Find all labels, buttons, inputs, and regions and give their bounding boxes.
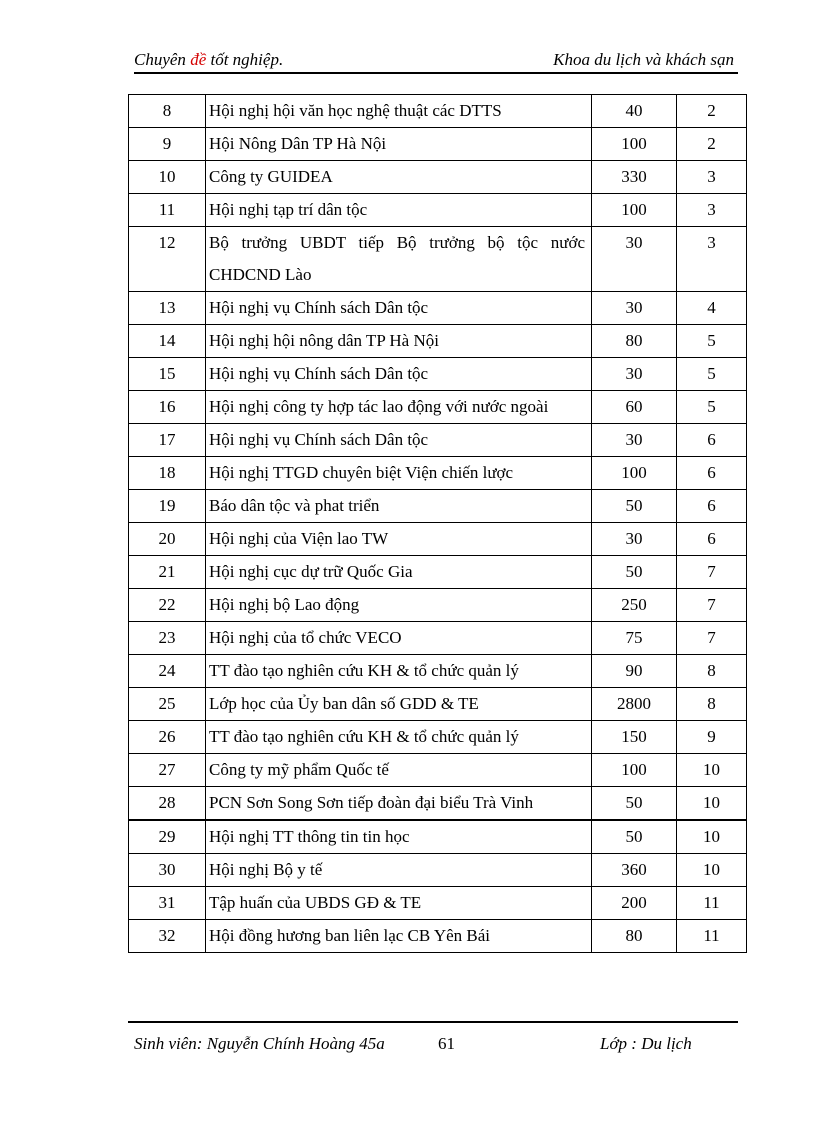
row-number: 25: [129, 688, 206, 721]
row-time: 6: [677, 457, 747, 490]
row-quantity: 80: [592, 325, 677, 358]
header-text-part: tốt nghiệp.: [206, 50, 284, 69]
row-time: 6: [677, 490, 747, 523]
row-quantity: 75: [592, 622, 677, 655]
table-row: [129, 754, 747, 787]
row-number: 14: [129, 325, 206, 358]
row-quantity: 330: [592, 161, 677, 194]
row-quantity: 80: [592, 920, 677, 953]
footer-class: Lớp : Du lịch: [600, 1034, 692, 1053]
row-time: 10: [677, 754, 747, 787]
row-number: 29: [129, 820, 206, 854]
row-event-name: Hội nghị cục dự trữ Quốc Gia: [206, 556, 592, 589]
table-row: [129, 128, 747, 161]
header-faculty: Khoa du lịch và khách sạn: [553, 50, 734, 69]
table-row: [129, 523, 747, 556]
row-time: 4: [677, 292, 747, 325]
row-event-name: Hội đồng hương ban liên lạc CB Yên Bái: [206, 920, 592, 953]
row-time: 3: [677, 194, 747, 227]
table-row: [129, 787, 747, 821]
row-event-name: Hội nghị Bộ y tế: [206, 854, 592, 887]
row-event-name: Công ty GUIDEA: [206, 161, 592, 194]
row-event-name: Hội nghị vụ Chính sách Dân tộc: [206, 424, 592, 457]
row-event-name: Hội nghị hội văn học nghệ thuật các DTTS: [206, 95, 592, 128]
row-number: 11: [129, 194, 206, 227]
page-number: 61: [438, 1034, 455, 1053]
row-number: 20: [129, 523, 206, 556]
row-event-name: Tập huấn của UBDS GĐ & TE: [206, 887, 592, 920]
row-event-name: Hội nghị hội nông dân TP Hà Nội: [206, 325, 592, 358]
row-event-name: Hội nghị của Viện lao TW: [206, 523, 592, 556]
page-header: [134, 48, 738, 74]
row-time: 7: [677, 589, 747, 622]
row-event-name: PCN Sơn Song Sơn tiếp đoàn đại biểu Trà Vinh: [206, 787, 592, 821]
row-number: 26: [129, 721, 206, 754]
row-number: 19: [129, 490, 206, 523]
row-quantity: 150: [592, 721, 677, 754]
table-row: [129, 292, 747, 325]
row-number: 24: [129, 655, 206, 688]
row-number: 9: [129, 128, 206, 161]
row-event-name: Hội nghị TT thông tin tin học: [206, 820, 592, 854]
table-row: [129, 655, 747, 688]
row-quantity: 100: [592, 194, 677, 227]
row-quantity: 100: [592, 128, 677, 161]
footer-student: Sinh viên: Nguyễn Chính Hoàng 45a: [134, 1034, 385, 1053]
row-number: 16: [129, 391, 206, 424]
row-quantity: 200: [592, 887, 677, 920]
row-quantity: 50: [592, 820, 677, 854]
row-event-name: Hội nghị tạp trí dân tộc: [206, 194, 592, 227]
row-number: 13: [129, 292, 206, 325]
row-event-name: Hội Nông Dân TP Hà Nội: [206, 128, 592, 161]
row-quantity: 90: [592, 655, 677, 688]
row-event-name: Công ty mỹ phẩm Quốc tế: [206, 754, 592, 787]
row-quantity: 30: [592, 227, 677, 292]
row-quantity: 50: [592, 490, 677, 523]
row-number: 23: [129, 622, 206, 655]
row-number: 8: [129, 95, 206, 128]
row-event-name: Hội nghị công ty hợp tác lao động với nước ngoài: [206, 391, 592, 424]
row-event-name: Lớp học của Ủy ban dân số GDD & TE: [206, 688, 592, 721]
row-time: 7: [677, 556, 747, 589]
table-row: [129, 161, 747, 194]
row-quantity: 30: [592, 523, 677, 556]
table-row: [129, 227, 747, 292]
row-time: 8: [677, 688, 747, 721]
row-time: 10: [677, 854, 747, 887]
row-time: 6: [677, 523, 747, 556]
row-time: 9: [677, 721, 747, 754]
row-quantity: 2800: [592, 688, 677, 721]
footer-divider: [128, 1021, 738, 1023]
row-number: 21: [129, 556, 206, 589]
table-row: [129, 95, 747, 128]
row-number: 12: [129, 227, 206, 292]
row-event-name: Hội nghị của tổ chức VECO: [206, 622, 592, 655]
row-number: 15: [129, 358, 206, 391]
row-time: 10: [677, 820, 747, 854]
row-time: 2: [677, 128, 747, 161]
row-quantity: 30: [592, 358, 677, 391]
table-row: [129, 358, 747, 391]
row-time: 5: [677, 391, 747, 424]
table-row: [129, 688, 747, 721]
row-number: 22: [129, 589, 206, 622]
row-time: 7: [677, 622, 747, 655]
row-quantity: 60: [592, 391, 677, 424]
row-time: 5: [677, 358, 747, 391]
row-quantity: 100: [592, 457, 677, 490]
row-number: 30: [129, 854, 206, 887]
table-row: [129, 457, 747, 490]
row-time: 3: [677, 161, 747, 194]
row-number: 10: [129, 161, 206, 194]
row-time: 11: [677, 887, 747, 920]
table-row: [129, 589, 747, 622]
row-number: 27: [129, 754, 206, 787]
row-quantity: 30: [592, 424, 677, 457]
row-time: 5: [677, 325, 747, 358]
table-row: [129, 622, 747, 655]
row-event-name: TT đào tạo nghiên cứu KH & tổ chức quản lý: [206, 721, 592, 754]
row-time: 2: [677, 95, 747, 128]
row-event-name: Hội nghị vụ Chính sách Dân tộc: [206, 358, 592, 391]
events-table: [128, 94, 747, 953]
row-event-name: Hội nghị bộ Lao động: [206, 589, 592, 622]
header-title: [134, 50, 283, 70]
row-quantity: 250: [592, 589, 677, 622]
table-row: [129, 854, 747, 887]
row-event-name: Hội nghị vụ Chính sách Dân tộc: [206, 292, 592, 325]
row-event-name: TT đào tạo nghiên cứu KH & tổ chức quản lý: [206, 655, 592, 688]
table-row: [129, 194, 747, 227]
row-number: 31: [129, 887, 206, 920]
row-quantity: 360: [592, 854, 677, 887]
header-text-part: Chuyên: [134, 50, 191, 69]
row-event-name: Bộ trưởng UBDT tiếp Bộ trưởng bộ tộc nước CHDCND Lào: [206, 227, 592, 292]
table-row: [129, 920, 747, 953]
header-highlight: đề: [190, 50, 207, 69]
row-time: 6: [677, 424, 747, 457]
table-row: [129, 556, 747, 589]
row-time: 3: [677, 227, 747, 292]
row-quantity: 50: [592, 556, 677, 589]
row-quantity: 50: [592, 787, 677, 821]
row-quantity: 40: [592, 95, 677, 128]
table-row: [129, 325, 747, 358]
row-time: 8: [677, 655, 747, 688]
row-time: 10: [677, 787, 747, 821]
table-row: [129, 424, 747, 457]
row-number: 18: [129, 457, 206, 490]
row-event-name: Hội nghị TTGD chuyên biệt Viện chiến lược: [206, 457, 592, 490]
table-row: [129, 490, 747, 523]
row-number: 17: [129, 424, 206, 457]
row-number: 28: [129, 787, 206, 821]
row-number: 32: [129, 920, 206, 953]
row-quantity: 30: [592, 292, 677, 325]
row-time: 11: [677, 920, 747, 953]
row-quantity: 100: [592, 754, 677, 787]
table-row: [129, 820, 747, 854]
table-row: [129, 721, 747, 754]
table-row: [129, 391, 747, 424]
table-row: [129, 887, 747, 920]
row-event-name: Báo dân tộc và phat triển: [206, 490, 592, 523]
